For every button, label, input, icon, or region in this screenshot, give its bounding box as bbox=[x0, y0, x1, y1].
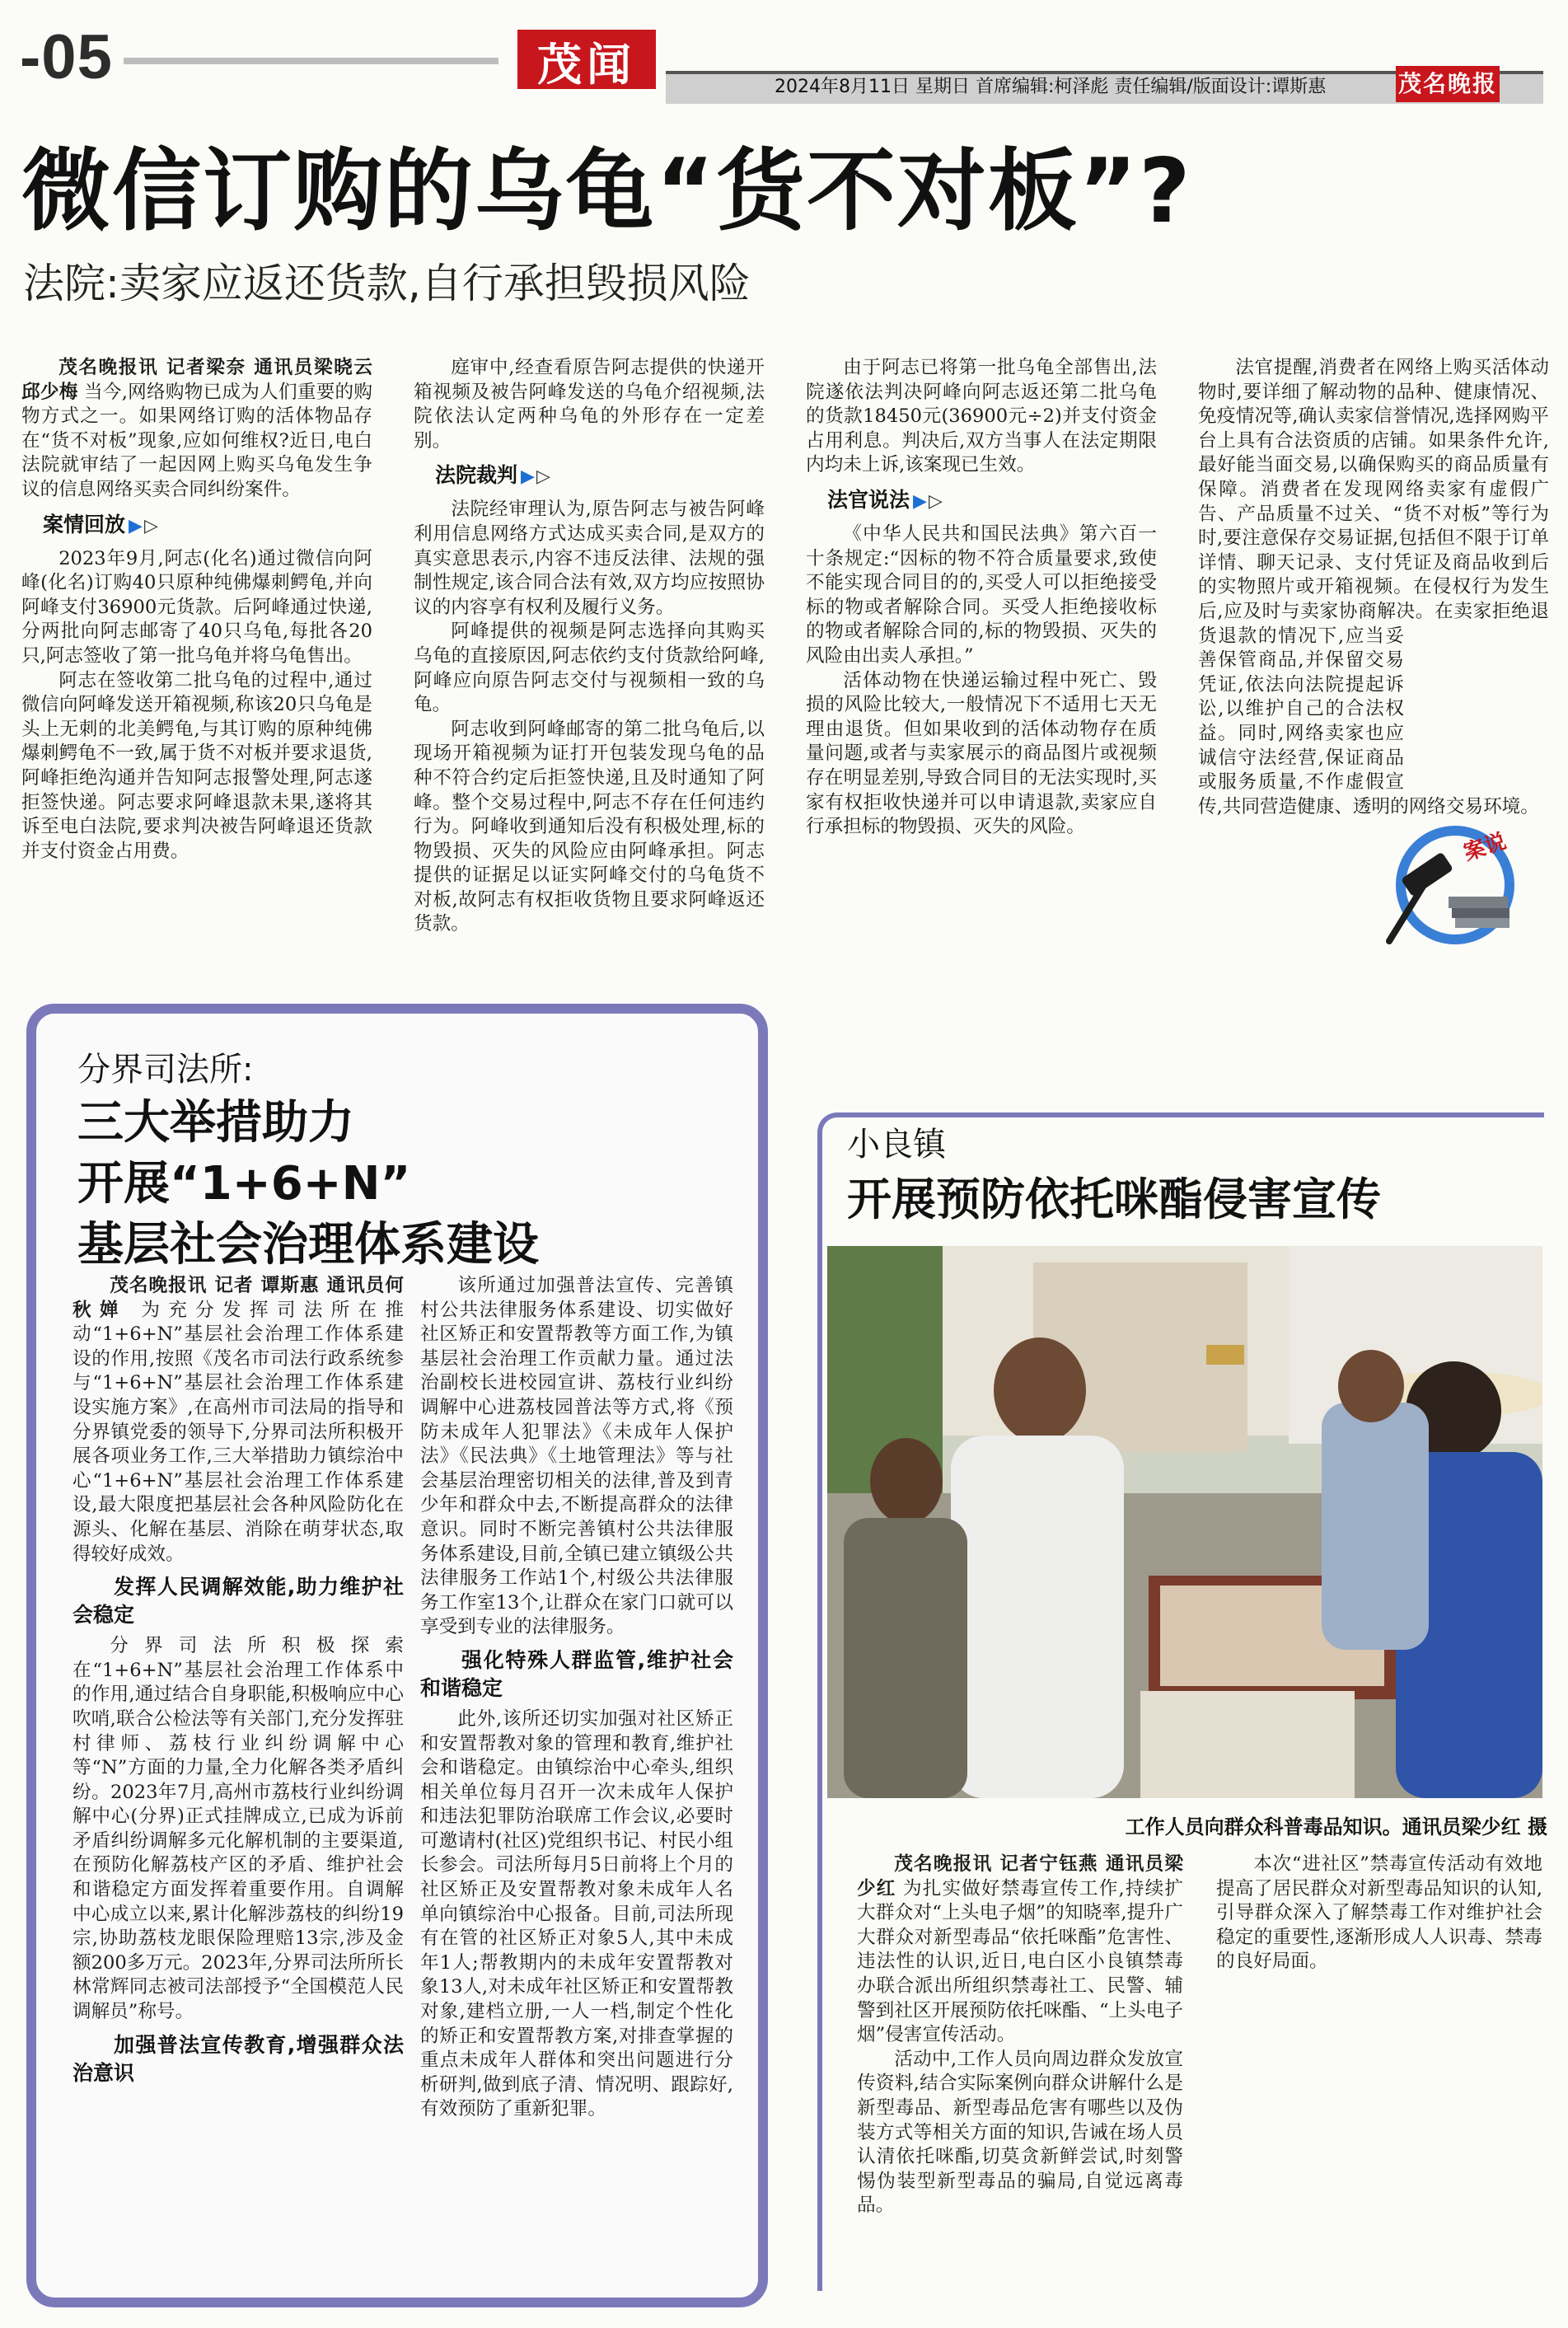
paragraph: 活动中,工作人员向周边群众发放宣传资料,结合实际案例向群众讲解什么是新型毒品、新型毒品危害有哪些以及伪装方式等相关方面的知识,告诫在场人员认清依托咪酯,切莫贪新鲜尝试,时刻警惕伪装型新型毒品的骗局,自觉远离毒品。 bbox=[857, 2048, 1183, 2217]
story2-kicker: 分界司法所: bbox=[77, 1051, 254, 1089]
lead-intro: 当今,网络购物已成为人们重要的购物方式之一。如果网络订购的活体物品存在“货不对板”现象,应如何维权?近日,电白法院就审结了一起因网上购买乌龟发生争议的信息网络买卖合同纠纷案件。 bbox=[21, 381, 372, 500]
lead-column-2 bbox=[414, 356, 765, 982]
photo-caption: 工作人员向群众科普毒品知识。通讯员梁少红 摄 bbox=[1125, 1815, 1547, 1839]
lead-subhead: 法院:卖家应返还货款,自行承担毁损风险 bbox=[23, 260, 751, 307]
paragraph: 阿峰提供的视频是阿志选择向其购买乌龟的直接原因,阿志依约支付货款给阿峰,阿峰应向原告阿志交付与视频相一致的乌龟。 bbox=[414, 621, 765, 716]
paragraph: 分界司法所积极探索在“1+6+N”基层社会治理工作体系中的作用,通过结合自身职能,积极响应中心吹哨,联合公检法等有关部门,充分发挥驻村律师、荔枝行业纠纷调解中心等“N”方面的力量,全力化解各类矛盾纠纷。2023年7月,高州市荔枝行业纠纷调解中心(分界)正式挂牌成立,已成为诉前矛盾纠纷调解多元化解机制的主要渠道,在预防化解荔枝产区的矛盾、维护社会和谐稳定方面发挥着重要作用。自调解中心成立以来,累计化解涉荔枝的纠纷19宗,协助荔枝龙眼保险理赔13宗,涉及金额200多万元。2023年,分界司法所所长林常辉同志被司法部授予“全国模范人民调解员”称号。 bbox=[73, 1635, 404, 2023]
story3-title: 开展预防依托咪酯侵害宣传 bbox=[847, 1173, 1381, 1225]
story2-subhead-1: 发挥人民调解效能,助力维护社会稳定 bbox=[73, 1575, 404, 1628]
paragraph: 本次“进社区”禁毒宣传活动有效地提高了居民群众对新型毒品知识的认知,引导群众深入了解禁毒工作对维护社会稳定的重要性,逐渐形成人人识毒、禁毒的良好局面。 bbox=[1216, 1853, 1542, 1973]
paragraph: 《中华人民共和国民法典》第六百一十条规定:“因标的物不符合质量要求,致使不能实现合同目的的,买受人可以拒绝接受标的物或者解除合同。买受人拒绝接收标的物或者解除合同的,标的物毁损、灭失的风险由出卖人承担。” bbox=[806, 522, 1157, 667]
badge-label: 案说 bbox=[1460, 829, 1509, 866]
story2-column-1 bbox=[73, 1274, 404, 2293]
section-tag bbox=[517, 30, 656, 89]
edition-meta: 2024年8月11日 星期日 首席编辑:柯泽彪 责任编辑/版面设计:谭斯惠 bbox=[775, 77, 1327, 97]
story2-subhead-3: 强化特殊人群监管,维护社会和谐稳定 bbox=[420, 1647, 733, 1700]
lead-column-1 bbox=[21, 356, 372, 982]
paragraph: 为充分发挥司法所在推动“1+6+N”基层社会治理工作体系建设的作用,按照《茂名市司法行政系统参与“1+6+N”基层社会治理工作体系建设实施方案》,在高州市司法局的指导和分界镇党委的领导下,分界司法所积极开展各项业务工作,三大举措助力镇综治中心“1+6+N”基层社会治理工作体系建设,最大限度把基层社会各种风险防化在源头、化解在基层、消除在萌芽状态,取得较好成效。 bbox=[73, 1299, 404, 1565]
paragraph: 由于阿志已将第一批乌龟全部售出,法院遂依法判决阿峰向阿志返还第二批乌龟的货款18450元(36900元÷2)并支付资金占用利息。判决后,双方当事人在法定期限内均未上诉,该案现已生效。 bbox=[806, 357, 1157, 476]
triangle-icon: ▶ bbox=[913, 490, 927, 512]
lead-column-3 bbox=[806, 356, 1157, 982]
paragraph: 阿志收到阿峰邮寄的第二批乌龟后,以现场开箱视频为证打开包装发现乌龟的品种不符合约定后拒签快递,且及时通知了阿峰。整个交易过程中,阿志不存在任何违约行为。阿峰收到通知后没有积极处理,标的物毁损、灭失的风险应由阿峰承担。阿志提供的证据足以证实阿峰交付的乌龟货不对板,故阿志有权拒收货物且要求阿峰返还货款。 bbox=[414, 718, 765, 935]
lead-headline: 微信订购的乌龟“货不对板”? bbox=[21, 140, 1192, 243]
story2-column-2 bbox=[420, 1274, 733, 2293]
paragraph: 该所通过加强普法宣传、完善镇村公共法律服务体系建设、切实做好社区矫正和安置帮教等方面工作,为镇基层社会治理工作贡献力量。通过法治副校长进校园宣讲、荔枝行业纠纷调解中心进荔枝园普法等方式,将《预防未成年人犯罪法》《未成年人保护法》《民法典》《土地管理法》等与社会基层治理密切相关的法律,普及到青少年和群众中去,不断提高群众的法律意识。同时不断完善镇村公共法律服务体系建设,目前,全镇已建立镇级公共法律服务工作站1个,村级公共法律服务工作室13个,让群众在家门口就可以享受到专业的法律服务。 bbox=[420, 1275, 733, 1638]
triangle-icon: ▶ bbox=[129, 515, 143, 536]
event-photo bbox=[827, 1246, 1542, 1798]
paragraph: 活体动物在快递运输过程中死亡、毁损的风险比较大,一般情况下不适用七天无理由退货。但如果收到的活体动物存在质量问题,或者与卖家展示的商品图片或视频存在明显差别,导致合同目的无法实现时,买家有权拒收快递并可以申请退款,卖家应自行承担标的物毁损、灭失的风险。 bbox=[806, 669, 1157, 838]
story2-title: 三大举措助力 开展“1+6+N” 基层社会治理体系建设 bbox=[77, 1096, 539, 1272]
page-number: -05 bbox=[20, 22, 113, 92]
story3-column-2 bbox=[1216, 1853, 1542, 2298]
newspaper-logo: 茂名晚报 bbox=[1396, 66, 1500, 102]
triangle-outline-icon: ▷ bbox=[536, 466, 550, 488]
lead-section-title-1: 案情回放 ▶▷ bbox=[43, 512, 158, 536]
triangle-icon: ▶ bbox=[521, 466, 535, 488]
story2-subhead-2: 加强普法宣传教育,增强群众法治意识 bbox=[73, 2032, 404, 2085]
paragraph: 阿志在签收第二批乌龟的过程中,通过微信向阿峰发送开箱视频,称该20只乌龟是头上无刺的北美鳄龟,与其订购的原种纯佛爆刺鳄龟不一致,属于货不对板并要求退货,阿峰拒绝沟通并告知阿志报警处理,阿志遂拒签快递。阿志要求阿峰退款未果,遂将其诉至电白法院,要求判决被告阿峰退还货款并支付资金占用费。 bbox=[21, 669, 372, 862]
story3-kicker: 小良镇 bbox=[847, 1126, 946, 1164]
lead-section-title-3: 法官说法 ▶▷ bbox=[827, 487, 943, 512]
lead-section-title-2: 法院裁判 ▶▷ bbox=[435, 463, 550, 488]
lead-byline: 茂名晚报讯 记者梁奈 通讯员梁晓云 邱少梅 bbox=[21, 357, 372, 403]
paragraph: 法官提醒,消费者在网络上购买活体动物时,要详细了解动物的品种、健康情况、免疫情况等,确认卖家信誉情况,选择网购平台上具有合法资质的店铺。如果条件允许,最好能当面交易,以确保购买的商品质量有保障。消费者在发现网络卖家有虚假广告、产品质量不过关、“货不对板”等行为时,要注意保存交易证据,包括但不限于订单详情、聊天记录、支付凭证及商品收到后的实物照片或开箱视频。在侵权行为发生后,应及时与卖家协商解决。在卖家拒绝退货退款的情况下,应当妥善保管商品,并保留交易凭证,依法向法院提起诉讼,以维护自己的合法权益。同时,网络卖家也应诚信守法经营,保证商品或服务质量,不作虚假宣传,共同营造健康、透明的网络交易环境。 bbox=[1198, 357, 1549, 817]
story3-byline: 茂名晚报讯 记者宁钰燕 通讯员梁少红 bbox=[857, 1853, 1183, 1899]
paragraph: 法院经审理认为,原告阿志与被告阿峰利用信息网络方式达成买卖合同,是双方的真实意思表示,内容不违反法律、法规的强制性规定,该合同合法有效,双方均应按照协议的内容享有权利及履行义务。 bbox=[414, 499, 765, 618]
paragraph: 此外,该所还切实加强对社区矫正和安置帮教对象的管理和教育,维护社会和谐稳定。由镇综治中心牵头,组织相关单位每月召开一次未成年人保护和违法犯罪防治联席工作会议,必要时可邀请村(社区)党组织书记、村民小组长参会。司法所每月5日前将上个月的社区矫正及安置帮教对象未成年人名单向镇综治中心报备。目前,司法所现有在管的社区矫正对象5人,其中未成年1人;帮教期内的未成年安置帮教对象13人,对未成年社区矫正和安置帮教对象,建档立册,一人一档,制定个性化的矫正和安置帮教方案,对排查掌握的重点未成年人群体和突出问题进行分析研判,做到底子清、情况明、跟踪好,有效预防了重新犯罪。 bbox=[420, 1707, 733, 2120]
section-label: 茂闻 bbox=[537, 39, 636, 91]
gavel-icon bbox=[1373, 817, 1518, 963]
story2-byline: 茂名晚报讯 记者 谭斯惠 通讯员何秋婵 bbox=[73, 1275, 404, 1321]
story3-column-1 bbox=[857, 1853, 1183, 2298]
paragraph: 为扎实做好禁毒宣传工作,持续扩大群众对“上头电子烟”的知晓率,提升广大群众对新型毒品“依托咪酯”危害性、违法性的认识,近日,电白区小良镇禁毒办联合派出所组织禁毒社工、民警、辅警到社区开展预防依托咪酯、“上头电子烟”侵害宣传活动。 bbox=[857, 1877, 1183, 2046]
paragraph: 2023年9月,阿志(化名)通过微信向阿峰(化名)订购40只原种纯佛爆刺鳄龟,并向阿峰支付36900元货款。后阿峰通过快递,分两批向阿志邮寄了40只乌龟,每批各20只,阿志签收了第一批乌龟并将乌龟售出。 bbox=[21, 547, 372, 667]
paragraph: 庭审中,经查看原告阿志提供的快递开箱视频及被告阿峰发送的乌龟介绍视频,法院依法认定两种乌龟的外形存在一定差别。 bbox=[414, 357, 765, 452]
header-rule bbox=[124, 58, 498, 64]
triangle-outline-icon: ▷ bbox=[928, 490, 943, 512]
triangle-outline-icon: ▷ bbox=[143, 515, 158, 536]
